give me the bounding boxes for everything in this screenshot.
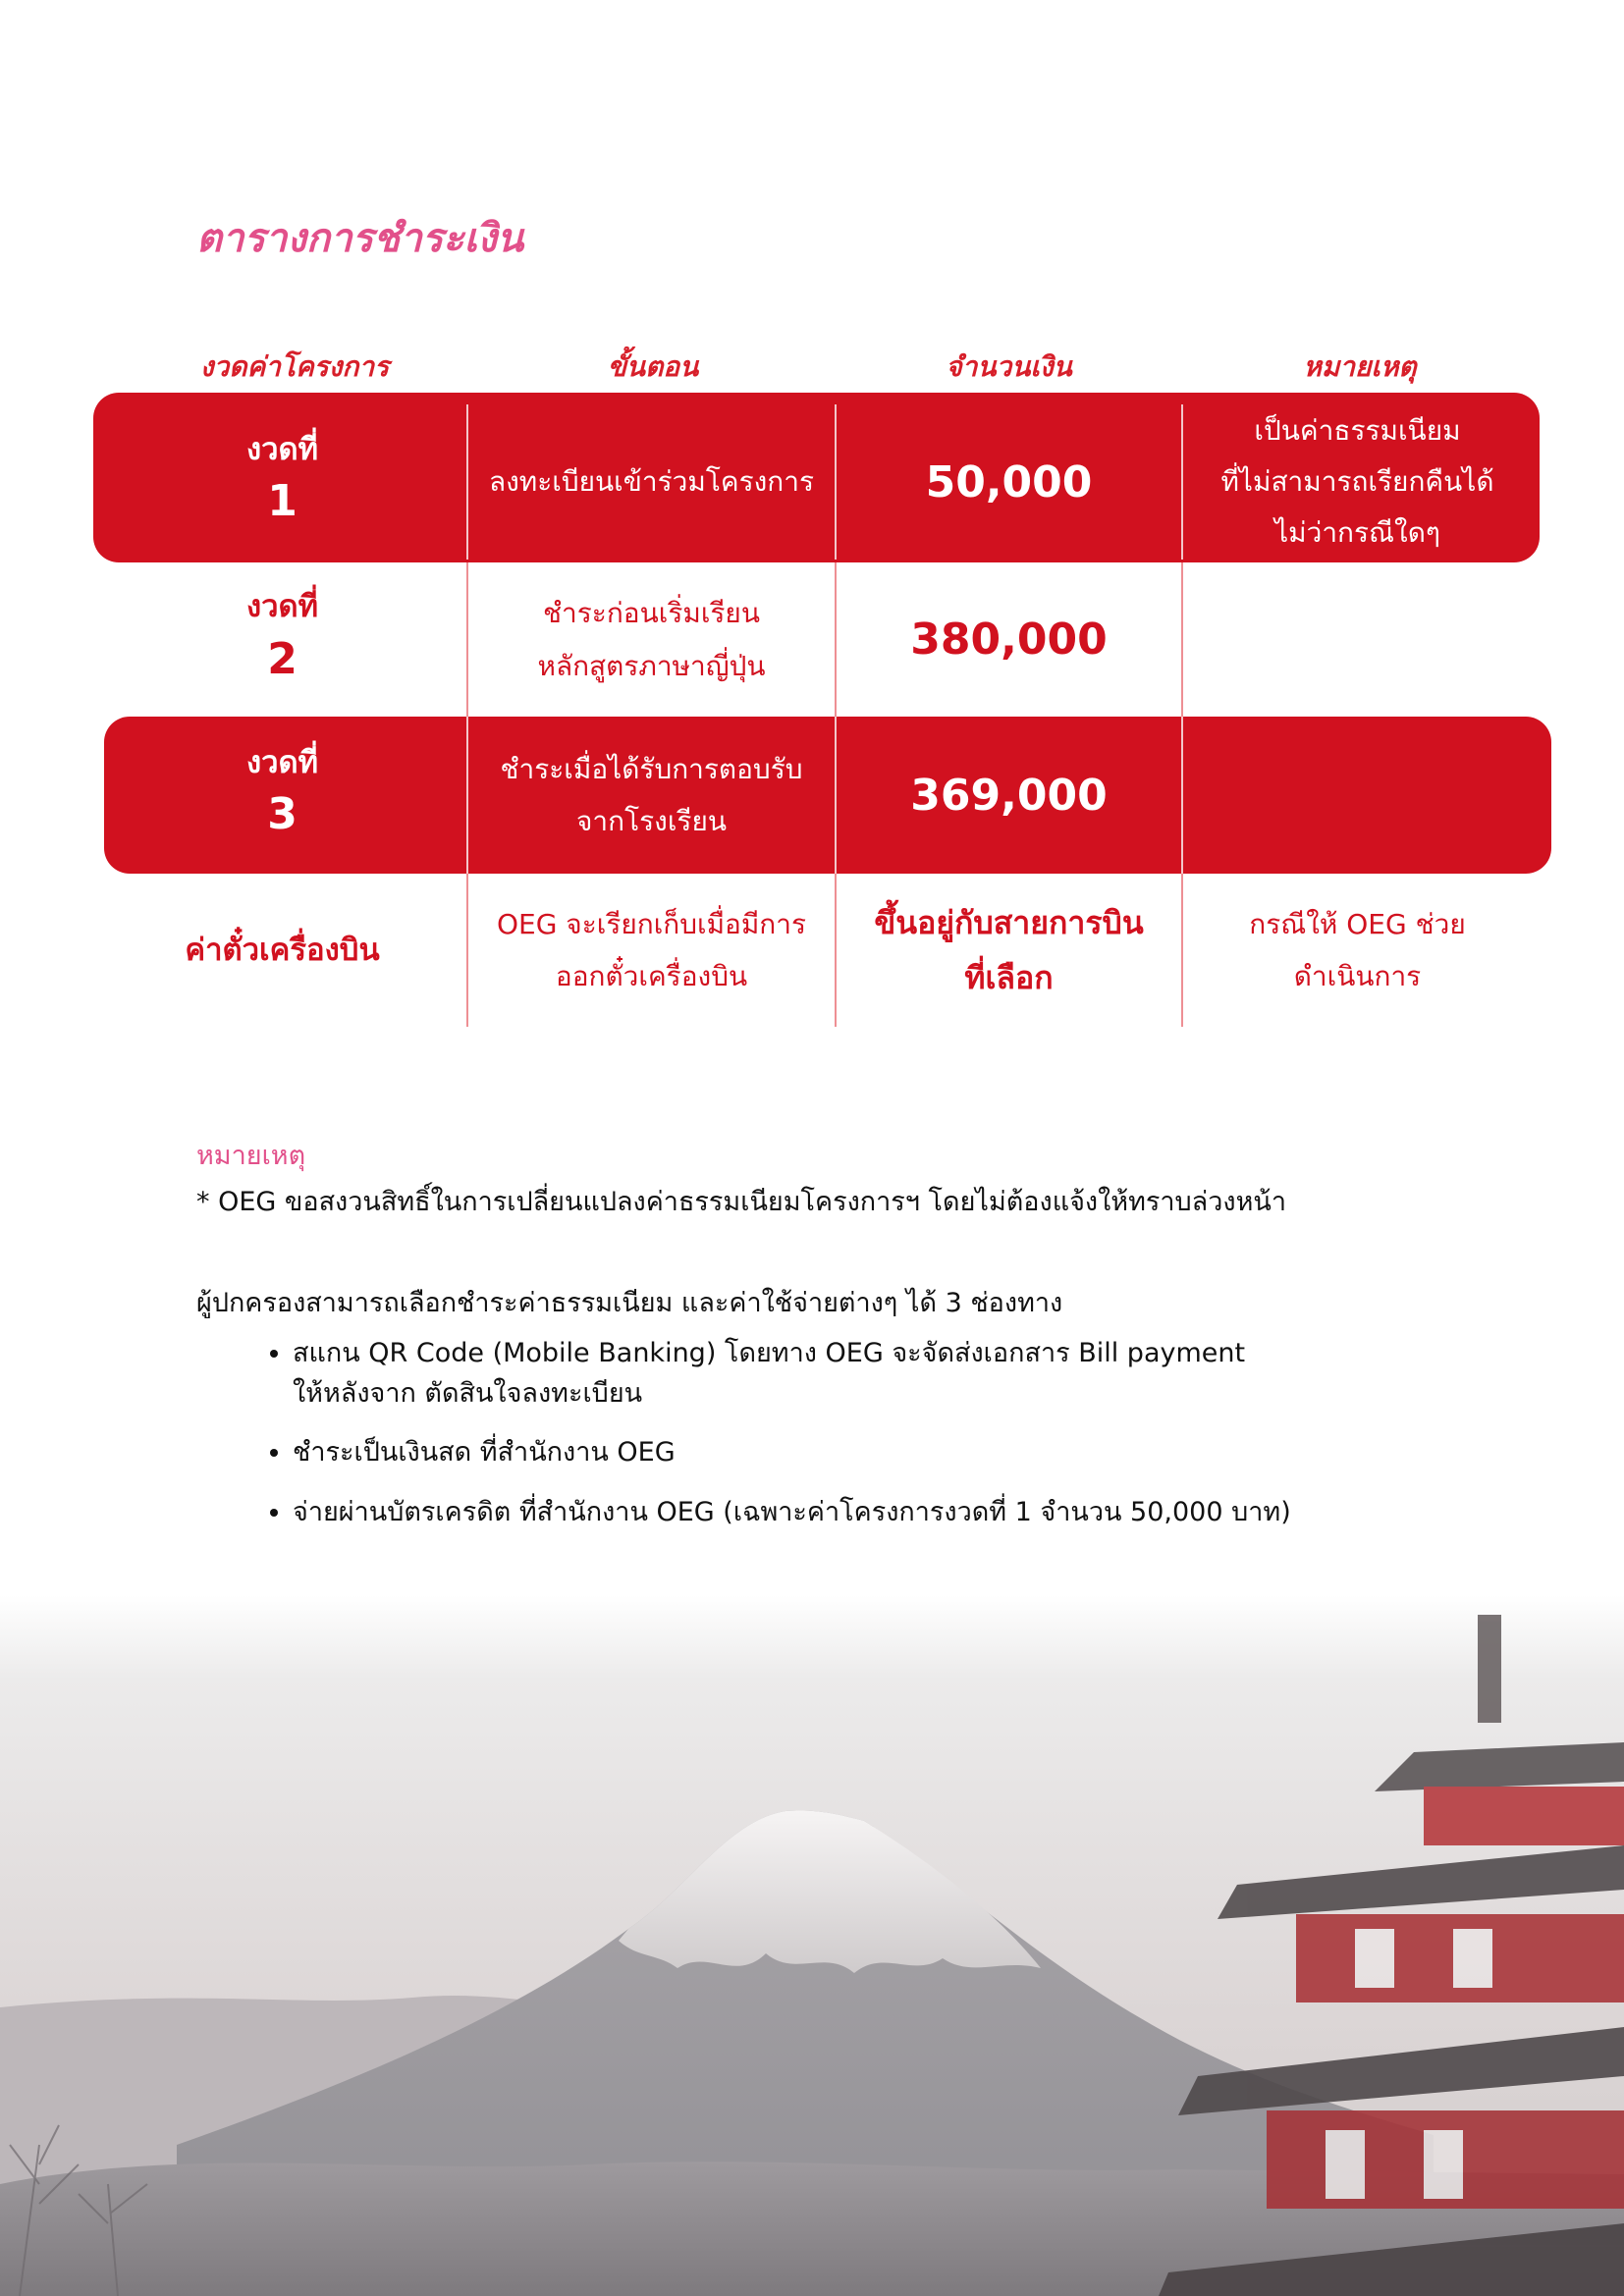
amount-value: 369,000	[910, 770, 1108, 821]
row-3-installment	[98, 717, 466, 874]
row-1-installment	[98, 404, 466, 560]
row-4-step	[468, 874, 835, 1027]
step-text: OEG จะเรียกเก็บเมื่อมีการ	[496, 907, 807, 940]
row-1-step	[468, 404, 835, 560]
payment-method-item: • สแกน QR Code (Mobile Banking) โดยทาง OEG จะจัดส่งเอกสาร Bill payment ให้หลังจาก ตัดสินใจลงทะเบียน	[293, 1334, 1274, 1414]
row-3-remark	[1183, 717, 1532, 874]
notes-section	[196, 1139, 1473, 1552]
header-installment: งวดค่าโครงการ	[199, 350, 390, 383]
header-remark: หมายเหตุ	[1303, 350, 1417, 383]
row-2-installment	[98, 562, 466, 717]
row-3-step	[468, 717, 835, 874]
amount-text: ที่เลือก	[964, 959, 1054, 996]
amount-value: 50,000	[925, 456, 1093, 507]
remark-line: ดำเนินการ	[1293, 960, 1422, 992]
row-1-remark	[1183, 404, 1532, 560]
payment-methods-intro: ผู้ปกครองสามารถเลือกชำระค่าธรรมเนียม และค่าใช้จ่ายต่างๆ ได้ 3 ช่องทาง	[196, 1288, 1063, 1319]
step-text: ออกตั๋วเครื่องบิน	[555, 960, 748, 992]
mount-fuji-pagoda-image	[0, 1595, 1624, 2296]
installment-number: 1	[267, 476, 298, 527]
row-2-step	[468, 562, 835, 717]
installment-number: 2	[267, 633, 298, 684]
remark-line: ที่ไม่สามารถเรียกคืนได้	[1220, 465, 1494, 499]
payment-methods-list	[196, 1334, 1473, 1532]
step-text: จากโรงเรียน	[576, 805, 727, 837]
remark-line: เป็นค่าธรรมเนียม	[1254, 414, 1461, 448]
installment-number: 3	[267, 789, 298, 840]
remark-line: ไม่ว่ากรณีใดๆ	[1274, 515, 1440, 549]
row-1-amount	[837, 404, 1181, 560]
row-2-remark	[1183, 562, 1532, 717]
amount-value: 380,000	[910, 614, 1108, 665]
header-step: ขั้นตอน	[607, 350, 699, 383]
step-text: ลงทะเบียนเข้าร่วมโครงการ	[488, 465, 815, 499]
installment-label: งวดที่	[245, 744, 319, 780]
step-text: ชำระเมื่อได้รับการตอบรับ	[500, 752, 803, 785]
installment-label: งวดที่	[245, 431, 319, 467]
airfare-label: ค่าตั๋วเครื่องบิน	[185, 932, 380, 968]
row-4-remark	[1183, 874, 1532, 1027]
remark-line: กรณีให้ OEG ช่วย	[1249, 907, 1466, 940]
header-amount: จำนวนเงิน	[946, 350, 1072, 383]
row-3-amount	[837, 717, 1181, 874]
notes-title: หมายเหตุ	[196, 1141, 306, 1171]
step-text: ชำระก่อนเริ่มเรียน	[543, 597, 760, 630]
installment-label: งวดที่	[245, 589, 319, 625]
payment-method-item: • ชำระเป็นเงินสด ที่สำนักงาน OEG	[293, 1433, 1473, 1473]
row-4-amount	[837, 874, 1181, 1027]
page-title: ตารางการชำระเงิน	[196, 216, 524, 261]
row-2-amount	[837, 562, 1181, 717]
row-4-installment	[98, 874, 466, 1027]
payment-method-item: • จ่ายผ่านบัตรเครดิต ที่สำนักงาน OEG (เฉพาะค่าโครงการงวดที่ 1 จำนวน 50,000 บาท)	[293, 1493, 1473, 1533]
amount-text: ขึ้นอยู่กับสายการบิน	[874, 904, 1144, 941]
disclaimer-text: * OEG ขอสงวนสิทธิ์ในการเปลี่ยนแปลงค่าธรรมเนียมโครงการฯ โดยไม่ต้องแจ้งให้ทราบล่วงหน้า	[196, 1187, 1286, 1218]
step-text: หลักสูตรภาษาญี่ปุ่น	[537, 649, 766, 682]
